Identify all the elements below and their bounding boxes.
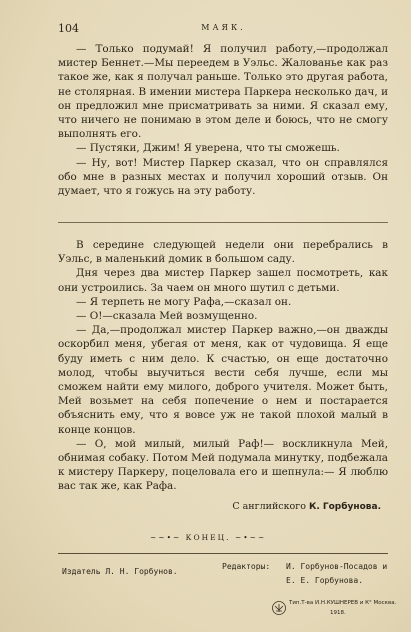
paragraph: Дня через два мистер Паркер зашел посмотреть, как они устроились. За чаем он много шутил с детьми. bbox=[58, 267, 388, 294]
editor-1: И. Горбунов-Посадов и bbox=[286, 562, 388, 571]
publisher-line: Издатель Л. Н. Горбунов. bbox=[62, 567, 178, 576]
editors-label: Редакторы: bbox=[222, 562, 271, 571]
end-ornament-right: ~•~~ bbox=[234, 533, 267, 542]
end-mark bbox=[150, 533, 266, 542]
text-section-2 bbox=[58, 238, 388, 494]
paragraph: — Пустяки, Джим! Я уверена, что ты сможешь. bbox=[76, 142, 340, 155]
translator-name: К. Горбунова. bbox=[308, 502, 381, 512]
page-header bbox=[58, 22, 389, 38]
paragraph: — Я терпеть не могу Рафа,—сказал он. bbox=[76, 295, 292, 308]
paragraph: — О, мой милый, милый Раф!— воскликнула Мей, обнимая собаку. Потом Мей подумала минутку, подбежала к мистеру Паркеру, поцеловала его и шепнула:— Я люблю вас так же, как Рафа. bbox=[58, 437, 388, 493]
paragraph: — Только подумай! Я получил работу,—продолжал мистер Беннет.—Мы переедем в Уэльс. Жалованье как раз такое же, как я получал раньше. Только это другая работа, не столярная. В имении мистера Паркера несколько дач, и он предложил мне присматривать за ними. Я сказал ему, что ничего не понимаю в этом деле и боюсь, что не смогу выполнять его. bbox=[58, 43, 388, 141]
end-ornament-left: ~~•~ bbox=[150, 533, 182, 542]
end-text: КОНЕЦ. bbox=[185, 533, 231, 542]
section-divider bbox=[58, 222, 388, 223]
printer-line: Тип.Т-ва И.Н.КУШНЕРЕВ и К° Москва. bbox=[289, 600, 397, 606]
credit-prefix: С английского bbox=[232, 501, 306, 512]
print-year: 1918. bbox=[330, 610, 346, 616]
printer-emblem-icon bbox=[271, 600, 287, 616]
paragraph: — О!—сказала Мей возмущенно. bbox=[76, 310, 258, 323]
translation-credit bbox=[232, 501, 381, 512]
footer-rule bbox=[58, 553, 388, 554]
paragraph: — Да,—продолжал мистер Паркер важно,—он дважды оскорбил меня, убегая от меня, как от чудовища. Я еще буду иметь с ним дело. К счастью, он еще достаточно молод, чтобы выучиться вести себя лучше, если мы сможем найти ему милого, доброго учителя. Может быть, Мей возьмет на себя попечение о нем и постарается объяснить ему, что я вовсе уж не такой плохой малый в конце концов. bbox=[58, 324, 388, 436]
text-section-1 bbox=[58, 42, 388, 198]
paragraph: — Ну, вот! Мистер Паркер сказал, что он справлялся обо мне в разных местах и получил хороший отзыв. Он думает, что я гожусь на эту работу. bbox=[58, 156, 388, 198]
paragraph: В середине следующей недели они перебрались в Уэльс, в маленький домик в большом саду. bbox=[58, 239, 388, 266]
page-number: 104 bbox=[58, 22, 79, 35]
editor-2: Е. Е. Горбунова. bbox=[286, 576, 364, 585]
running-title: МАЯК. bbox=[201, 23, 246, 32]
